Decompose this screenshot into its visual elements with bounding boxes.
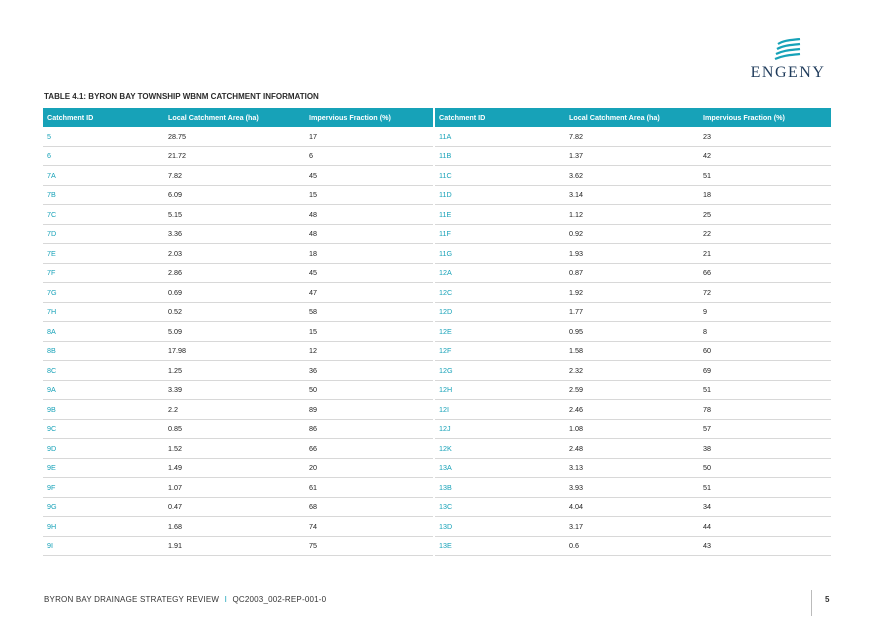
catchment-id-cell: 9G	[43, 497, 164, 517]
area-cell: 4.04	[565, 497, 699, 517]
catchment-id-cell: 7H	[43, 302, 164, 322]
catchment-id-cell: 13D	[434, 517, 565, 537]
header-catchment-id: Catchment ID	[434, 108, 565, 127]
area-cell: 2.48	[565, 439, 699, 459]
impervious-cell: 9	[699, 302, 831, 322]
catchment-id-cell: 11G	[434, 244, 565, 264]
area-cell: 2.59	[565, 380, 699, 400]
area-cell: 3.36	[164, 224, 305, 244]
table-row	[43, 400, 831, 420]
catchment-id-cell: 11E	[434, 205, 565, 225]
engeny-logo	[748, 38, 828, 83]
impervious-cell: 22	[699, 224, 831, 244]
table-row	[43, 341, 831, 361]
impervious-cell: 75	[305, 536, 434, 556]
catchment-id-cell: 12H	[434, 380, 565, 400]
impervious-cell: 66	[699, 263, 831, 283]
impervious-cell: 47	[305, 283, 434, 303]
impervious-cell: 69	[699, 361, 831, 381]
table-row	[43, 497, 831, 517]
catchment-id-cell: 7A	[43, 166, 164, 186]
table-row	[43, 283, 831, 303]
table-row	[43, 224, 831, 244]
catchment-id-cell: 5	[43, 127, 164, 146]
catchment-id-cell: 7D	[43, 224, 164, 244]
impervious-cell: 60	[699, 341, 831, 361]
impervious-cell: 51	[699, 478, 831, 498]
table-row	[43, 361, 831, 381]
catchment-id-cell: 11C	[434, 166, 565, 186]
impervious-cell: 45	[305, 166, 434, 186]
table-row	[43, 263, 831, 283]
impervious-cell: 48	[305, 205, 434, 225]
table-row	[43, 127, 831, 146]
catchment-id-cell: 8A	[43, 322, 164, 342]
catchment-id-cell: 7E	[43, 244, 164, 264]
table-row	[43, 205, 831, 225]
impervious-cell: 36	[305, 361, 434, 381]
area-cell: 0.47	[164, 497, 305, 517]
catchment-id-cell: 8B	[43, 341, 164, 361]
impervious-cell: 68	[305, 497, 434, 517]
impervious-cell: 34	[699, 497, 831, 517]
footer-doc-id: QC2003_002-REP-001-0	[232, 595, 327, 604]
impervious-cell: 78	[699, 400, 831, 420]
catchment-id-cell: 12J	[434, 419, 565, 439]
catchment-id-cell: 7C	[43, 205, 164, 225]
table-row	[43, 536, 831, 556]
impervious-cell: 58	[305, 302, 434, 322]
area-cell: 3.39	[164, 380, 305, 400]
footer-title: BYRON BAY DRAINAGE STRATEGY REVIEW	[44, 595, 220, 604]
catchment-id-cell: 13A	[434, 458, 565, 478]
area-cell: 3.62	[565, 166, 699, 186]
area-cell: 1.91	[164, 536, 305, 556]
impervious-cell: 18	[305, 244, 434, 264]
catchment-id-cell: 9D	[43, 439, 164, 459]
area-cell: 1.77	[565, 302, 699, 322]
impervious-cell: 12	[305, 341, 434, 361]
table-row	[43, 439, 831, 459]
impervious-cell: 38	[699, 439, 831, 459]
impervious-cell: 74	[305, 517, 434, 537]
area-cell: 2.46	[565, 400, 699, 420]
impervious-cell: 23	[699, 127, 831, 146]
catchment-id-cell: 9A	[43, 380, 164, 400]
catchment-id-cell: 12G	[434, 361, 565, 381]
area-cell: 3.17	[565, 517, 699, 537]
impervious-cell: 18	[699, 185, 831, 205]
catchment-id-cell: 12I	[434, 400, 565, 420]
area-cell: 1.92	[565, 283, 699, 303]
table-title: TABLE 4.1: BYRON BAY TOWNSHIP WBNM CATCHMENT INFORMATION	[44, 92, 319, 101]
area-cell: 21.72	[164, 146, 305, 166]
area-cell: 3.14	[565, 185, 699, 205]
impervious-cell: 44	[699, 517, 831, 537]
area-cell: 1.52	[164, 439, 305, 459]
impervious-cell: 6	[305, 146, 434, 166]
wave-lines-icon	[774, 38, 802, 62]
area-cell: 0.6	[565, 536, 699, 556]
table-row	[43, 185, 831, 205]
area-cell: 1.37	[565, 146, 699, 166]
header-impervious-fraction: Impervious Fraction (%)	[305, 108, 434, 127]
header-local-catchment-area: Local Catchment Area (ha)	[164, 108, 305, 127]
area-cell: 0.85	[164, 419, 305, 439]
catchment-id-cell: 13E	[434, 536, 565, 556]
impervious-cell: 25	[699, 205, 831, 225]
impervious-cell: 50	[699, 458, 831, 478]
impervious-cell: 21	[699, 244, 831, 264]
catchment-id-cell: 12A	[434, 263, 565, 283]
catchment-id-cell: 9F	[43, 478, 164, 498]
area-cell: 0.52	[164, 302, 305, 322]
table-row	[43, 380, 831, 400]
table-row	[43, 244, 831, 264]
impervious-cell: 43	[699, 536, 831, 556]
area-cell: 1.07	[164, 478, 305, 498]
catchment-id-cell: 13C	[434, 497, 565, 517]
logo-wordmark: ENGENY	[750, 64, 826, 81]
catchment-id-cell: 9B	[43, 400, 164, 420]
area-cell: 7.82	[164, 166, 305, 186]
page-number: 5	[825, 595, 830, 604]
impervious-cell: 15	[305, 185, 434, 205]
header-catchment-id: Catchment ID	[43, 108, 164, 127]
catchment-id-cell: 9H	[43, 517, 164, 537]
catchment-id-cell: 12E	[434, 322, 565, 342]
area-cell: 2.2	[164, 400, 305, 420]
area-cell: 0.95	[565, 322, 699, 342]
impervious-cell: 8	[699, 322, 831, 342]
impervious-cell: 48	[305, 224, 434, 244]
area-cell: 17.98	[164, 341, 305, 361]
impervious-cell: 17	[305, 127, 434, 146]
area-cell: 0.87	[565, 263, 699, 283]
area-cell: 6.09	[164, 185, 305, 205]
catchment-id-cell: 11D	[434, 185, 565, 205]
table-row	[43, 517, 831, 537]
area-cell: 5.15	[164, 205, 305, 225]
catchment-id-cell: 7B	[43, 185, 164, 205]
catchment-id-cell: 12C	[434, 283, 565, 303]
area-cell: 28.75	[164, 127, 305, 146]
impervious-cell: 72	[699, 283, 831, 303]
header-impervious-fraction: Impervious Fraction (%)	[699, 108, 831, 127]
footer-separator: I	[224, 595, 228, 604]
catchment-id-cell: 11F	[434, 224, 565, 244]
area-cell: 3.13	[565, 458, 699, 478]
impervious-cell: 42	[699, 146, 831, 166]
table-header-row	[43, 108, 831, 127]
table-row	[43, 458, 831, 478]
table-row	[43, 478, 831, 498]
table-row	[43, 146, 831, 166]
impervious-cell: 66	[305, 439, 434, 459]
catchment-id-cell: 6	[43, 146, 164, 166]
impervious-cell: 89	[305, 400, 434, 420]
area-cell: 1.68	[164, 517, 305, 537]
impervious-cell: 51	[699, 380, 831, 400]
catchment-id-cell: 9C	[43, 419, 164, 439]
area-cell: 2.86	[164, 263, 305, 283]
page-divider	[811, 590, 812, 616]
catchment-id-cell: 8C	[43, 361, 164, 381]
area-cell: 2.32	[565, 361, 699, 381]
catchment-id-cell: 11B	[434, 146, 565, 166]
catchment-id-cell: 7F	[43, 263, 164, 283]
area-cell: 0.92	[565, 224, 699, 244]
catchment-id-cell: 13B	[434, 478, 565, 498]
impervious-cell: 51	[699, 166, 831, 186]
area-cell: 1.58	[565, 341, 699, 361]
catchment-id-cell: 9I	[43, 536, 164, 556]
table-row	[43, 322, 831, 342]
header-local-catchment-area: Local Catchment Area (ha)	[565, 108, 699, 127]
area-cell: 1.25	[164, 361, 305, 381]
area-cell: 5.09	[164, 322, 305, 342]
area-cell: 1.12	[565, 205, 699, 225]
catchment-id-cell: 11A	[434, 127, 565, 146]
footer	[44, 595, 326, 604]
catchment-id-cell: 12D	[434, 302, 565, 322]
catchment-id-cell: 7G	[43, 283, 164, 303]
catchment-table	[43, 108, 831, 556]
area-cell: 1.08	[565, 419, 699, 439]
area-cell: 3.93	[565, 478, 699, 498]
catchment-id-cell: 12F	[434, 341, 565, 361]
impervious-cell: 61	[305, 478, 434, 498]
impervious-cell: 57	[699, 419, 831, 439]
area-cell: 7.82	[565, 127, 699, 146]
impervious-cell: 15	[305, 322, 434, 342]
table-row	[43, 166, 831, 186]
area-cell: 1.93	[565, 244, 699, 264]
impervious-cell: 50	[305, 380, 434, 400]
impervious-cell: 86	[305, 419, 434, 439]
area-cell: 1.49	[164, 458, 305, 478]
impervious-cell: 45	[305, 263, 434, 283]
catchment-id-cell: 9E	[43, 458, 164, 478]
impervious-cell: 20	[305, 458, 434, 478]
area-cell: 2.03	[164, 244, 305, 264]
table-row	[43, 419, 831, 439]
catchment-id-cell: 12K	[434, 439, 565, 459]
area-cell: 0.69	[164, 283, 305, 303]
table-row	[43, 302, 831, 322]
